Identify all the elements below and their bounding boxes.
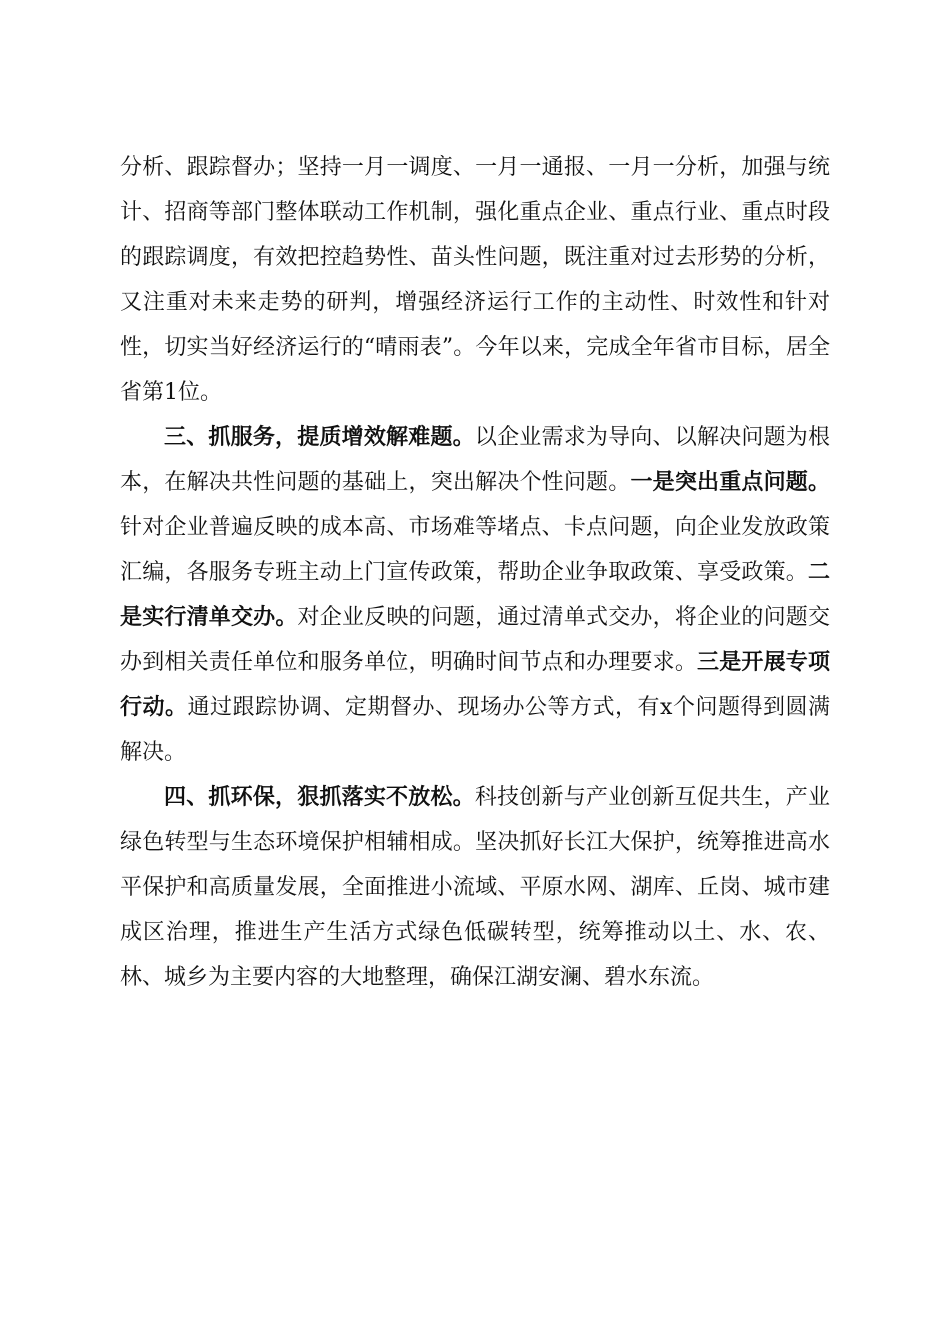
paragraph-economic-operation (120, 145, 830, 415)
item-text-key-issues: 针对企业普遍反映的成本高、市场难等堵点、卡点问题，向企业发放政策汇编，各服务专班主动上门宣传政策，帮助企业争取政策、享受政策。 (120, 515, 830, 585)
section-heading-environment: 四、抓环保，狠抓落实不放松。 (164, 785, 475, 810)
paragraph-service (120, 415, 830, 775)
section-heading-service: 三、抓服务，提质增效解难题。 (164, 425, 475, 450)
item-label-list-assignment: 二是实行清单交办。 (120, 560, 830, 630)
item-text-list-assignment: 对企业反映的问题，通过清单式交办，将企业的问题交办到相关责任单位和服务单位，明确时间节点和办理要求。 (120, 605, 830, 675)
paragraph-text: 分析、跟踪督办；坚持一月一调度、一月一通报、一月一分析，加强与统计、招商等部门整体联动工作机制，强化重点企业、重点行业、重点时段的跟踪调度，有效把控趋势性、苗头性问题，既注重对过去形势的分析，又注重对未来走势的研判，增强经济运行工作的主动性、时效性和针对性，切实当好经济运行的“晴雨表”。今年以来，完成全年省市目标，居全省第1位。 (120, 155, 830, 405)
item-text-special-action: 通过跟踪协调、定期督办、现场办公等方式，有x个问题得到圆满解决。 (120, 695, 830, 765)
document-body (120, 145, 830, 1000)
paragraph-environment (120, 775, 830, 1000)
item-label-special-action: 三是开展专项行动。 (120, 650, 830, 720)
paragraph-text: 以企业需求为导向、以解决问题为根本，在解决共性问题的基础上，突出解决个性问题。 (120, 425, 830, 495)
item-label-key-issues: 一是突出重点问题。 (630, 470, 830, 495)
paragraph-text: 科技创新与产业创新互促共生，产业绿色转型与生态环境保护相辅相成。坚决抓好长江大保护，统筹推进高水平保护和高质量发展，全面推进小流域、平原水网、湖库、丘岗、城市建成区治理，推进生产生活方式绿色低碳转型，统筹推动以土、水、农、林、城乡为主要内容的大地整理，确保江湖安澜、碧水东流。 (120, 785, 830, 990)
